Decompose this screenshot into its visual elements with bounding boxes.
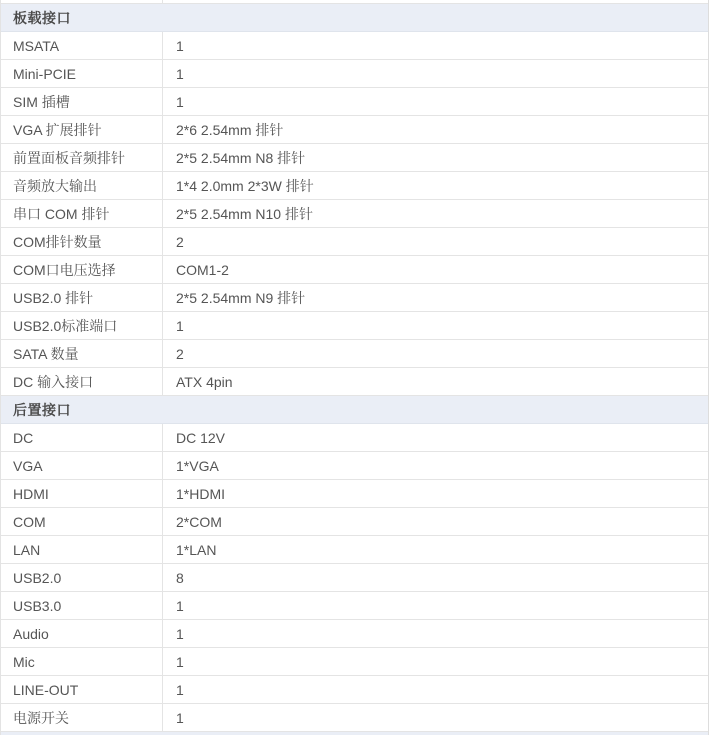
spec-value: 1 bbox=[176, 709, 184, 726]
section-header-onboard-interfaces bbox=[1, 4, 708, 32]
spec-value: 2*5 2.54mm N10 排针 bbox=[176, 205, 313, 222]
spec-value: 2 bbox=[176, 233, 184, 250]
spec-value: 1*VGA bbox=[176, 457, 219, 474]
spec-row bbox=[1, 704, 708, 732]
spec-row bbox=[1, 564, 708, 592]
spec-value: 2*6 2.54mm 排针 bbox=[176, 121, 284, 138]
spec-label: LAN bbox=[1, 536, 163, 563]
section-title: 后置接口 bbox=[13, 401, 71, 418]
section-header-rear-interfaces bbox=[1, 396, 708, 424]
spec-row bbox=[1, 648, 708, 676]
spec-value: 8 bbox=[176, 569, 184, 586]
spec-row bbox=[1, 228, 708, 256]
spec-label: USB2.0 排针 bbox=[1, 284, 163, 311]
spec-value: 1 bbox=[176, 681, 184, 698]
spec-row bbox=[1, 88, 708, 116]
spec-label: 电源开关 bbox=[1, 704, 163, 731]
spec-row bbox=[1, 592, 708, 620]
spec-row bbox=[1, 368, 708, 396]
spec-row bbox=[1, 32, 708, 60]
spec-row bbox=[1, 676, 708, 704]
spec-row bbox=[1, 60, 708, 88]
spec-row bbox=[1, 200, 708, 228]
spec-row bbox=[1, 256, 708, 284]
spec-value: 1*LAN bbox=[176, 541, 217, 558]
spec-row bbox=[1, 340, 708, 368]
spec-value: COM1-2 bbox=[176, 261, 229, 278]
spec-label: VGA 扩展排针 bbox=[1, 116, 163, 143]
spec-row bbox=[1, 480, 708, 508]
spec-value: 1*HDMI bbox=[176, 485, 226, 502]
spec-value: ATX 4pin bbox=[176, 373, 233, 390]
spec-value: 1 bbox=[176, 93, 184, 110]
spec-value: 2*5 2.54mm N9 排针 bbox=[176, 289, 306, 306]
spec-label: USB2.0标准端口 bbox=[1, 312, 163, 339]
spec-label: Audio bbox=[1, 620, 163, 647]
spec-label: 音频放大输出 bbox=[1, 172, 163, 199]
spec-label: COM排针数量 bbox=[1, 228, 163, 255]
spec-value: 1 bbox=[176, 65, 184, 82]
spec-value: 1 bbox=[176, 597, 184, 614]
spec-value: DC 12V bbox=[176, 429, 226, 446]
clipped-row-top-label-cell bbox=[1, 0, 163, 3]
spec-row bbox=[1, 144, 708, 172]
spec-row bbox=[1, 452, 708, 480]
spec-row bbox=[1, 424, 708, 452]
spec-label: USB3.0 bbox=[1, 592, 163, 619]
spec-value: 1 bbox=[176, 625, 184, 642]
spec-label: HDMI bbox=[1, 480, 163, 507]
spec-label: SIM 插槽 bbox=[1, 88, 163, 115]
spec-row bbox=[1, 284, 708, 312]
spec-label: COM口电压选择 bbox=[1, 256, 163, 283]
spec-label: MSATA bbox=[1, 32, 163, 59]
spec-row bbox=[1, 620, 708, 648]
spec-label: DC bbox=[1, 424, 163, 451]
spec-label: VGA bbox=[1, 452, 163, 479]
spec-value: 2*COM bbox=[176, 513, 222, 530]
spec-value: 1 bbox=[176, 37, 184, 54]
spec-label: Mini-PCIE bbox=[1, 60, 163, 87]
spec-value: 1*4 2.0mm 2*3W 排针 bbox=[176, 177, 314, 194]
spec-label: 前置面板音频排针 bbox=[1, 144, 163, 171]
spec-label: USB2.0 bbox=[1, 564, 163, 591]
spec-label: DC 输入接口 bbox=[1, 368, 163, 395]
spec-row bbox=[1, 172, 708, 200]
spec-row bbox=[1, 536, 708, 564]
section-title: 板载接口 bbox=[13, 9, 71, 26]
spec-row bbox=[1, 116, 708, 144]
spec-value: 2*5 2.54mm N8 排针 bbox=[176, 149, 306, 166]
spec-label: SATA 数量 bbox=[1, 340, 163, 367]
spec-value: 1 bbox=[176, 317, 184, 334]
spec-label: 串口 COM 排针 bbox=[1, 200, 163, 227]
spec-value: 1 bbox=[176, 653, 184, 670]
spec-label: Mic bbox=[1, 648, 163, 675]
spec-value: 2 bbox=[176, 345, 184, 362]
spec-label: LINE-OUT bbox=[1, 676, 163, 703]
spec-row bbox=[1, 508, 708, 536]
spec-label: COM bbox=[1, 508, 163, 535]
spec-row bbox=[1, 312, 708, 340]
